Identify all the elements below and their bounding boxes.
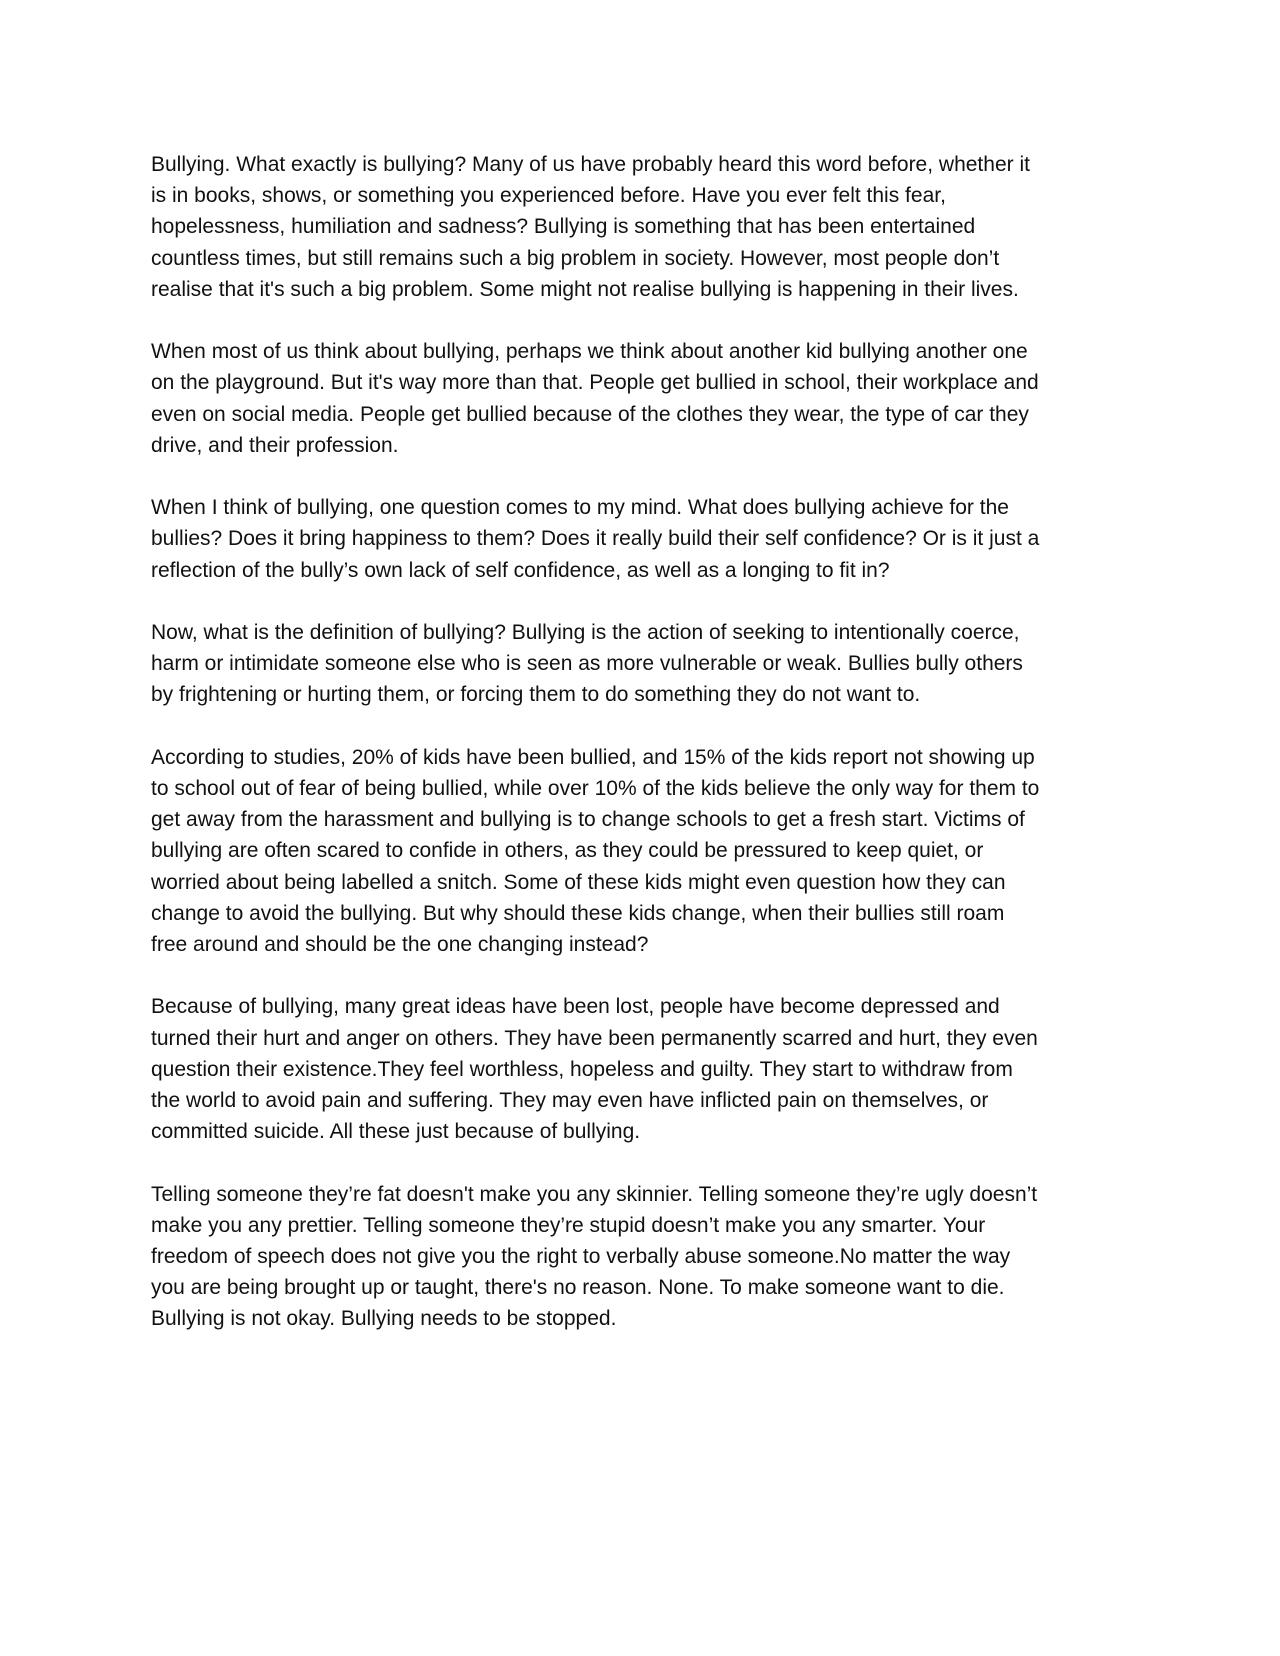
text-line: Now, what is the definition of bullying? Bullying is the action of seeking to intentionally coerce,	[151, 621, 1020, 644]
text-line: Bullying. What exactly is bullying? Many of us have probably heard this word before, whether it	[151, 153, 1030, 176]
text-line: hopelessness, humiliation and sadness? Bullying is something that has been entertained	[151, 215, 976, 239]
text-line: you are being brought up or taught, there's no reason. None. To make someone want to die.	[151, 1276, 1005, 1300]
text-line: When most of us think about bullying, perhaps we think about another kid bullying another one	[151, 340, 1028, 364]
text-line: Because of bullying, many great ideas have been lost, people have become depressed and	[151, 995, 1000, 1019]
text-line: freedom of speech does not give you the right to verbally abuse someone.No matter the way	[151, 1245, 1011, 1269]
text-line: Bullying is not okay. Bullying needs to be stopped.	[151, 1307, 617, 1331]
text-line: get away from the harassment and bullying is to change schools to get a fresh start. Victims of	[151, 808, 1025, 832]
text-line: change to avoid the bullying. But why should these kids change, when their bullies still roam	[151, 901, 1005, 925]
text-line: reflection of the bully’s own lack of self confidence, as well as a longing to fit in?	[151, 558, 890, 582]
paragraph-2	[151, 336, 1151, 461]
text-line: committed suicide. All these just because of bullying.	[151, 1120, 641, 1144]
paragraph-3	[151, 492, 1151, 586]
text-line: Telling someone they’re fat doesn't make you any skinnier. Telling someone they’re ugly doesn’t	[151, 1182, 1038, 1206]
paragraph-7	[151, 1179, 1151, 1335]
text-line: worried about being labelled a snitch. Some of these kids might even question how they can	[151, 870, 1006, 894]
text-line: drive, and their profession.	[151, 433, 399, 457]
text-line: make you any prettier. Telling someone they’re stupid doesn’t make you any smarter. Your	[151, 1213, 986, 1237]
text-line: According to studies, 20% of kids have been bullied, and 15% of the kids report not showing up	[151, 745, 1035, 769]
text-line: When I think of bullying, one question comes to my mind. What does bullying achieve for the	[151, 496, 1009, 520]
text-line: is in books, shows, or something you experienced before. Have you ever felt this fear,	[151, 184, 946, 208]
text-line: free around and should be the one changing instead?	[151, 933, 649, 957]
text-line: by frightening or hurting them, or forcing them to do something they do not want to.	[151, 683, 921, 707]
paragraph-1	[151, 149, 1151, 305]
text-line: countless times, but still remains such a big problem in society. However, most people don’t	[151, 246, 1000, 270]
text-line: turned their hurt and anger on others. They have been permanently scarred and hurt, they even	[151, 1026, 1038, 1050]
text-line: bullying are often scared to confide in others, as they could be pressured to keep quiet, or	[151, 839, 984, 863]
text-line: on the playground. But it's way more than that. People get bullied in school, their workplace and	[151, 371, 1039, 395]
paragraph-5	[151, 742, 1151, 960]
text-line: bullies? Does it bring happiness to them? Does it really build their self confidence? Or is it just a	[151, 527, 1040, 551]
text-line: question their existence.They feel worthless, hopeless and guilty. They start to withdraw from	[151, 1057, 1013, 1081]
text-line: the world to avoid pain and suffering. They may even have inflicted pain on themselves, or	[151, 1089, 989, 1113]
paragraph-4	[151, 617, 1151, 711]
text-line: realise that it's such a big problem. Some might not realise bullying is happening in their lives.	[151, 277, 1019, 301]
text-line: harm or intimidate someone else who is seen as more vulnerable or weak. Bullies bully others	[151, 652, 1023, 676]
text-line: to school out of fear of being bullied, while over 10% of the kids believe the only way for them to	[151, 777, 1040, 800]
paragraph-6	[151, 991, 1151, 1147]
text-line: even on social media. People get bullied because of the clothes they wear, the type of car they	[151, 402, 1029, 426]
document-body	[151, 149, 1151, 1335]
